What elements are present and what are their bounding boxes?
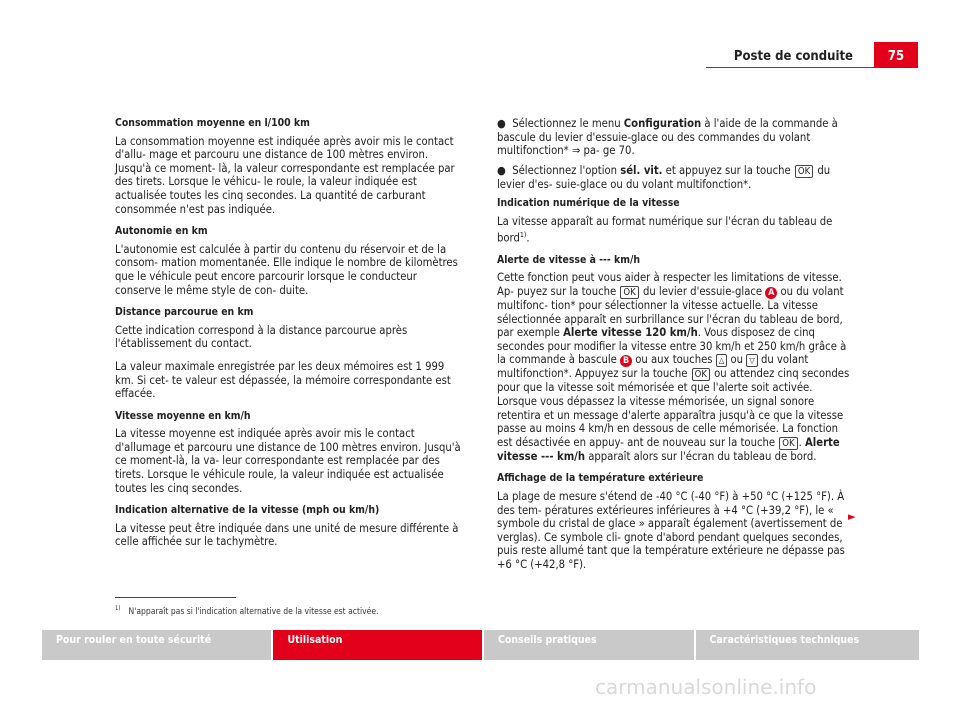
section-text: La vitesse apparaît au format numérique sur l'écran du tableau de bord$^{1)}$.	[497, 214, 833, 245]
down-key-icon: ▽	[746, 354, 758, 367]
text: ou attendez cinq secondes pour que la vitesse soit mémorisée et que l'alerte soit activée. Lorsque vous dépassez la vitesse mémorisée, un signal sonore retentira et un message d'alerte apparaîtra jusqu'à ce que la vitesse passe au moins 4 km/h en dessous de celle mémorisée. La fonction est désactivée en appuy- ant de nouveau sur la touche	[497, 367, 850, 449]
text: . Vous disposez de cinq secondes pour modifier la vitesse entre 30 km/h et 250 km/h grâce à la commande à bascule	[497, 326, 847, 367]
text: Sélectionnez le menu	[512, 117, 624, 130]
section-text: La consommation moyenne est indiquée après avoir mis le contact d'allu- mage et parcouru une distance de 100 mètres environ. Jusqu'à ce moment- là, la valeur correspondante est remplacée par des tirets. Lorsque le véhicu- le roule, la valeur indiquée est actualisée toutes les cinq secondes. La quantité de carburant consommée n'est pas indiquée.	[115, 134, 455, 216]
section-title: Vitesse moyenne en km/h	[115, 409, 251, 422]
footnote-mark: 1)	[115, 605, 121, 612]
emphasis: Alerte vitesse 120 km/h	[563, 326, 698, 340]
ok-key-icon: OK	[795, 165, 813, 178]
section-title: Consommation moyenne en l/100 km	[115, 117, 310, 129]
text: du levier d'essuie-glace	[639, 285, 766, 299]
ok-key-icon: OK	[692, 368, 710, 381]
watermark: carmanualsonline.info	[595, 675, 817, 699]
footnote-rule	[115, 597, 236, 598]
bullet-item	[497, 164, 855, 192]
text: ou aux touches	[632, 353, 716, 367]
section-text: La valeur maximale enregistrée par les deux mémoires est 1 999 km. Si cet- te valeur est dépassée, la mémoire correspondante est effacée.	[115, 359, 451, 401]
footnote	[115, 605, 378, 617]
ok-key-icon: OK	[779, 437, 797, 450]
section-title: Alerte de vitesse à --- km/h	[497, 253, 641, 266]
menu-name: Configuration	[623, 117, 702, 130]
bullet-icon: ●	[497, 163, 506, 177]
text: apparaît alors sur l'écran du tableau de bord.	[585, 449, 817, 463]
text: ou du volant multifonc- tion* pour sélectionner la vitesse actuelle. La vitesse sélectionnée apparaît en surbrillance sur l'écran du tableau de bord, par exemple	[497, 285, 844, 340]
section-title: Indication numérique de la vitesse	[497, 197, 680, 210]
right-column	[497, 117, 855, 581]
page-header-title: Poste de conduite	[733, 49, 853, 64]
text: du volant multifonction*. Appuyez sur la touche	[497, 353, 809, 381]
tab-utilisation[interactable]: Utilisation	[273, 630, 482, 660]
text: Cette fonction peut vous aider à respecter les limitations de vitesse. Ap- puyez sur la touche	[497, 271, 842, 299]
section-text: La vitesse moyenne est indiquée après avoir mis le contact d'allumage et parcouru une distance de 100 mètres environ. Jusqu'à ce moment-là, la va- leur correspondante est remplacée par des tirets. Lorsque le véhicule roule, la valeur indiquée est actualisée toutes les cinq secondes.	[115, 427, 461, 495]
ok-key-icon: OK	[620, 286, 638, 299]
section-text: La plage de mesure s'étend de -40 °C (-40 °F) à +50 °C (+125 °F). À des tem- pératures extérieures inférieures à +4 °C (+39,2 °F), le « symbole du cristal de glace » apparaît également (avertissement de verglas). Ce symbole cli- gnote d'abord pendant quelques secondes, puis reste allumé tant que la température extérieure ne dépasse pas +6 °C (+42,8 °F).	[497, 490, 845, 571]
bullet-icon: ●	[497, 117, 506, 130]
text: du levier d'es- suie-glace ou du volant multifonction*.	[497, 163, 831, 191]
continue-arrow-icon: ►	[848, 510, 856, 523]
tab-conseils[interactable]: Conseils pratiques	[484, 630, 694, 660]
section-title: Autonomie en km	[115, 225, 208, 238]
header-rule	[706, 67, 874, 68]
footnote-ref: 1)	[519, 230, 527, 239]
left-column	[115, 117, 465, 558]
marker-b-icon: B	[620, 355, 632, 367]
text: La vitesse apparaît au format numérique sur l'écran du tableau de bord	[497, 214, 833, 245]
text: à l'aide de la commande à bascule du levier d'essuie-glace ou des commandes du volant multifonction* ⇒ pa- ge 70.	[497, 117, 838, 158]
section-text: La vitesse peut être indiquée dans une unité de mesure différente à celle affichée sur le tachymètre.	[115, 521, 459, 549]
page-number: 75	[874, 42, 918, 68]
section-title: Indication alternative de la vitesse (mph ou km/h)	[115, 504, 380, 517]
footnote-text: N'apparaît pas si l'indication alternative de la vitesse est activée.	[128, 606, 379, 617]
text: ou	[727, 353, 747, 367]
marker-a-icon: A	[765, 287, 777, 299]
section-title: Affichage de la température extérieure	[497, 472, 704, 485]
tab-caracteristiques[interactable]: Caractéristiques techniques	[696, 630, 919, 660]
section-text: Cette fonction peut vous aider à respecter les limitations de vitesse. Ap- puyez sur la touche OK du levier d'essuie-glace A ou du volant multifonc- tion* pour sélectionner la vitesse actuelle. La vitesse sélectionnée apparaît en surbrillance sur l'écran du tableau de bord, par exemple Alerte vitesse 120 km/h. Vous disposez de cinq secondes pour modifier la vitesse entre 30 km/h et 250 km/h grâce à la commande à bascule B ou aux touches △ ou ▽ du volant multifonction*. Appuyez sur la touche OK ou attendez cinq secondes pour que la vitesse soit mémorisée et que l'alerte soit activée. Lorsque vous dépassez la vitesse mémorisée, un signal sonore retentira et un message d'alerte apparaîtra jusqu'à ce que la vitesse passe au moins 4 km/h en dessous de celle mémorisée. La fonction est désactivée en appuy- ant de nouveau sur la touche OK . Alerte vitesse --- km/h apparaît alors sur l'écran du tableau de bord.	[497, 271, 850, 463]
tab-securite[interactable]: Pour rouler en toute sécurité	[42, 630, 271, 660]
text: et appuyez sur la touche	[662, 163, 794, 177]
section-text: Cette indication correspond à la distance parcourue après l'établissement du contact.	[115, 323, 408, 351]
emphasis: Alerte vitesse --- km/h	[497, 435, 840, 463]
section-title: Distance parcourue en km	[115, 306, 254, 319]
text: Sélectionnez l'option	[512, 163, 621, 177]
up-key-icon: △	[716, 354, 728, 367]
section-text: L'autonomie est calculée à partir du contenu du réservoir et de la consom- mation momentanée. Elle indique le nombre de kilomètres que le véhicule peut encore parcourir lorsque le conducteur conserve le même style de con- duite.	[115, 242, 458, 297]
bullet-item	[497, 117, 855, 158]
option-name: sél. vit.	[620, 163, 663, 177]
footer-nav	[42, 630, 919, 660]
